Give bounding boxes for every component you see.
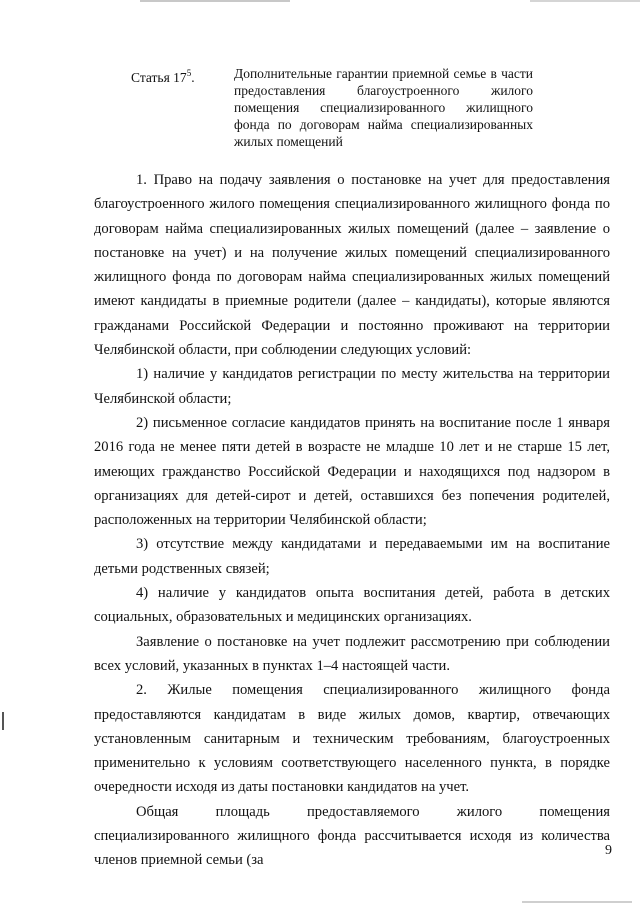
article-title: Дополнительные гарантии приемной семье в части предоставления благоустроенного жилого помещения специализированного жилищного фонда по договорам найма специализированных жилых помещений: [234, 66, 533, 149]
article-label-suffix: .: [191, 70, 195, 85]
article-number: [131, 65, 195, 86]
paragraph: 1) наличие у кандидатов регистрации по месту жительства на территории Челябинской области;: [94, 366, 610, 407]
paragraph: Общая площадь предоставляемого жилого помещения специализированного жилищного фонда рассчитывается исходя из количества членов приемной семьи (за: [94, 803, 610, 869]
article-superscript: 5: [186, 68, 192, 78]
article-label: Статья 17: [131, 70, 187, 85]
page-number: 9: [605, 843, 612, 858]
scan-artifact-bottom: [522, 901, 632, 903]
scan-artifact-left: [2, 712, 4, 730]
paragraph: Заявление о постановке на учет подлежит рассмотрению при соблюдении всех условий, указанных в пунктах 1–4 настоящей части.: [94, 633, 610, 674]
paragraph: 1. Право на подачу заявления о постановке на учет для предоставления благоустроенного жилого помещения специализированного жилищного фонда по договорам найма специализированных жилых помещений (далее – заявление о постановке на учет) и на получение жилых помещений специализированного жилищного фонда по договорам найма специализированных жилых помещений имеют кандидаты в приемные родители (далее – кандидаты), которые являются гражданами Российской Федерации и постоянно проживают на территории Челябинской области, при соблюдении следующих условий:: [94, 172, 610, 359]
scan-artifact-top-right: [530, 0, 640, 2]
paragraph: 2) письменное согласие кандидатов принять на воспитание после 1 января 2016 года не менее пяти детей в возрасте не младше 10 лет и не старше 15 лет, имеющих гражданство Российской Федерации и находящихся под надзором в организациях для детей-сирот и детей, оставшихся без попечения родителей, расположенных на территории Челябинской области;: [94, 414, 610, 529]
scan-artifact-top: [140, 0, 290, 2]
paragraph: 4) наличие у кандидатов опыта воспитания детей, работа в детских социальных, образовательных и медицинских организациях.: [94, 585, 610, 626]
document-body: [94, 168, 610, 873]
paragraph: 2. Жилые помещения специализированного жилищного фонда предоставляются кандидатам в виде жилых домов, квартир, отвечающих установленным санитарным и техническим требованиям, благоустроенных применительно к условиям соответствующего населенного пункта, в порядке очередности исходя из даты постановки кандидатов на учет.: [94, 682, 610, 796]
paragraph: 3) отсутствие между кандидатами и передаваемыми им на воспитание детьми родственных связей;: [94, 536, 610, 577]
